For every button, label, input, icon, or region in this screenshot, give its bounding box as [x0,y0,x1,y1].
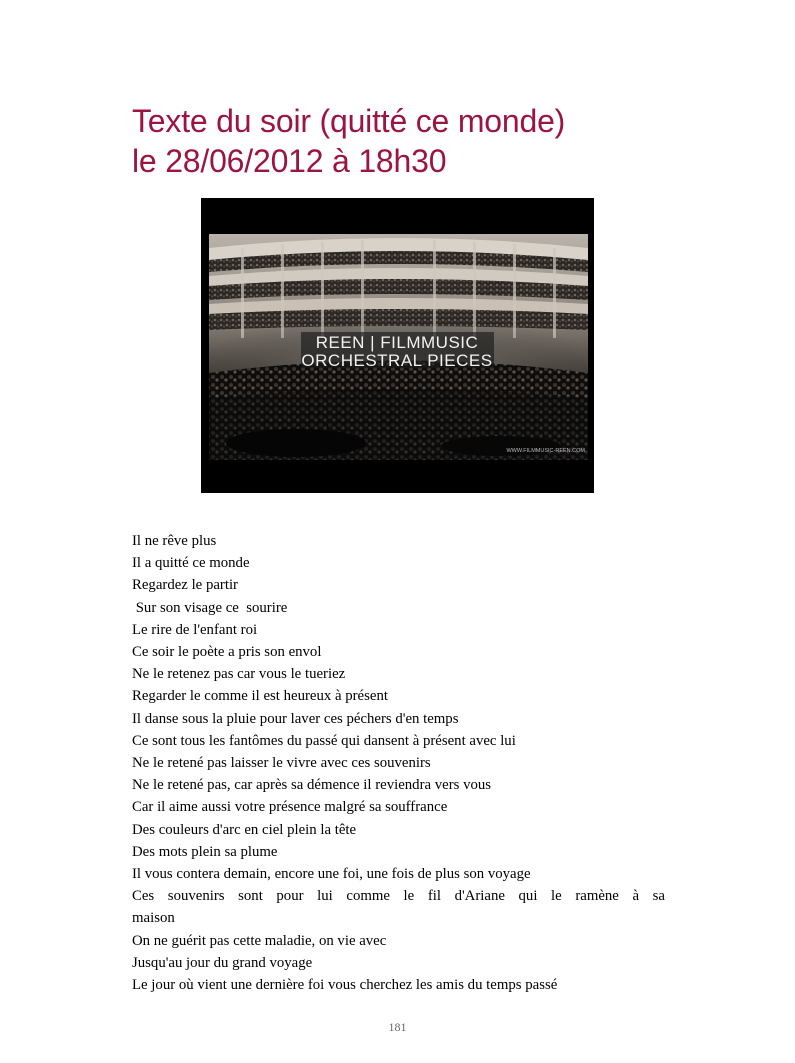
poem-line: maison [132,910,175,927]
poem-line: Le jour où vient une dernière foi vous cherchez les amis du temps passé [132,977,558,994]
overlay-line-2: ORCHESTRAL PIECES [301,351,493,370]
title-line-2: le 28/06/2012 à 18h30 [132,143,447,179]
poem-line: Ce sont tous les fantômes du passé qui dansent à présent avec lui [132,732,516,749]
poem-line: Regarder le comme il est heureux à présent [132,688,388,705]
poem-line: Ne le retené pas, car après sa démence il reviendra vers vous [132,777,492,794]
poem-line: Il a quitté ce monde [132,555,250,572]
poem-line: Ce soir le poète a pris son envol [132,644,322,661]
title-line-1: Texte du soir (quitté ce monde) [132,103,566,139]
poem-line: Jusqu'au jour du grand voyage [132,954,313,971]
poem-line: On ne guérit pas cette maladie, on vie avec [132,932,387,949]
poem-line: Il danse sous la pluie pour laver ces péchers d'en temps [132,710,459,727]
image-watermark: WWW.FILMMUSIC-REEN.COM [506,448,585,454]
overlay-line-1: REEN | FILMMUSIC [315,333,479,352]
poem-line: Regardez le partir [132,577,238,594]
poem-line: Des couleurs d'arc en ciel plein la tête [132,821,357,838]
poem-text [132,530,665,996]
poem-line: Il ne rêve plus [132,533,217,549]
poem-line: Sur son visage ce sourire [132,599,288,616]
poem-line: Ces souvenirs sont pour lui comme le fil d'Ariane qui le ramène à sa [132,888,665,905]
poem-line: Des mots plein sa plume [132,843,278,860]
poem-line: Il vous contera demain, encore une foi, une fois de plus son voyage [132,866,531,883]
poem-line: Ne le retenez pas car vous le tueriez [132,666,346,683]
poem-line: Ne le retené pas laisser le vivre avec ces souvenirs [132,755,431,772]
poem-line: Car il aime aussi votre présence malgré sa souffrance [132,799,448,816]
poem-line: Le rire de l'enfant roi [132,621,258,638]
page-number: 181 [388,1020,407,1034]
concert-hall-photo [201,198,594,493]
page-title [132,101,732,181]
